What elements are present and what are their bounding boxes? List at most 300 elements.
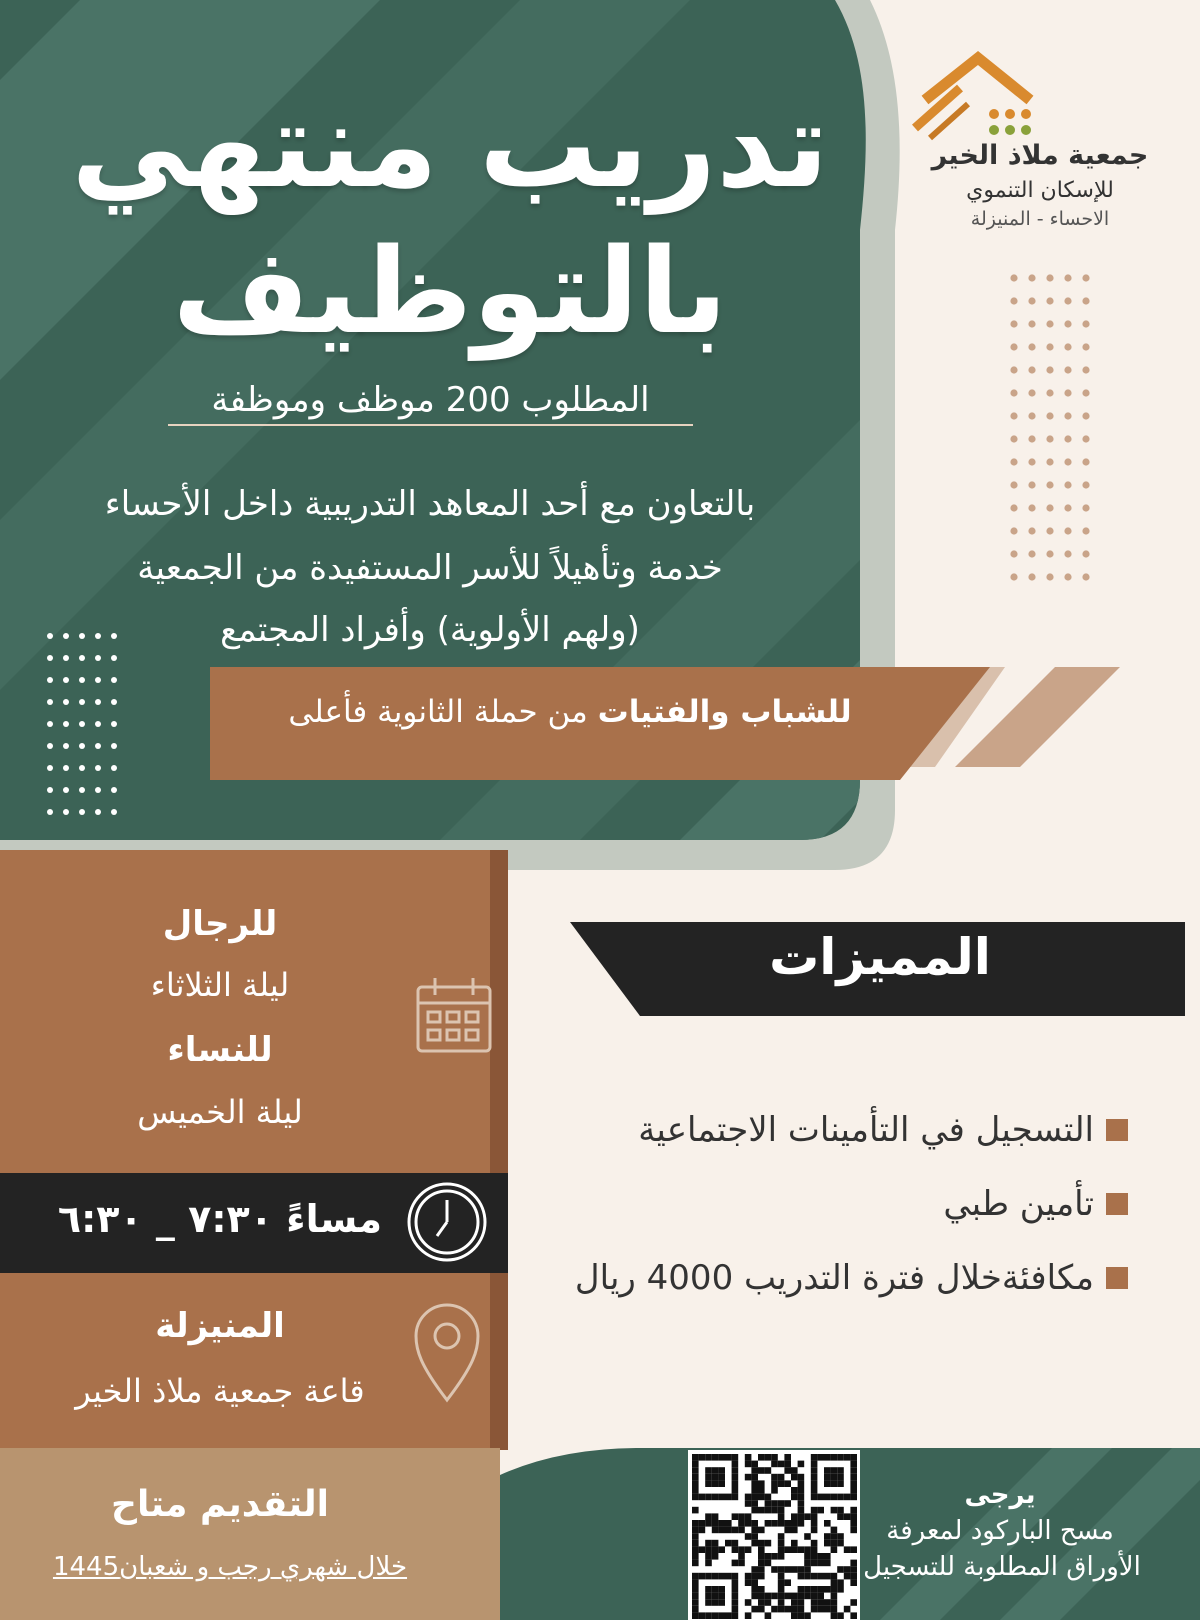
- qr-module: [751, 1540, 758, 1547]
- qr-module: [692, 1612, 699, 1619]
- qr-module: [712, 1553, 719, 1560]
- qr-module: [771, 1593, 778, 1600]
- decor-dot: [1046, 297, 1053, 304]
- qr-module: [778, 1553, 785, 1560]
- qr-module: [699, 1454, 706, 1461]
- decor-dot: [1082, 389, 1089, 396]
- qr-module: [725, 1612, 732, 1619]
- qr-module: [771, 1606, 778, 1613]
- qr-module: [758, 1560, 765, 1567]
- decor-dot: [1064, 343, 1071, 350]
- qr-module: [804, 1593, 811, 1600]
- decor-dot: [1010, 297, 1017, 304]
- qr-module: [738, 1520, 745, 1527]
- qr-module: [705, 1599, 712, 1606]
- intro-line-1: بالتعاون مع أحد المعاهد التدريبية داخل الأحساء: [104, 484, 756, 524]
- decor-dot: [1028, 343, 1035, 350]
- decor-dot: [1082, 435, 1089, 442]
- qr-module: [778, 1474, 785, 1481]
- qr-module: [712, 1573, 719, 1580]
- decor-dot: [1064, 504, 1071, 511]
- decor-dot: [1082, 274, 1089, 281]
- qr-module: [732, 1494, 739, 1501]
- qr-module: [692, 1494, 699, 1501]
- qr-module: [692, 1560, 699, 1567]
- decor-dot: [1028, 389, 1035, 396]
- qr-module: [831, 1474, 838, 1481]
- qr-module: [798, 1612, 805, 1619]
- decor-dot: [47, 699, 53, 705]
- qr-module: [771, 1566, 778, 1573]
- qr-module: [771, 1500, 778, 1507]
- qr-module: [692, 1467, 699, 1474]
- qr-module: [765, 1560, 772, 1567]
- qr-module: [771, 1454, 778, 1461]
- qr-module: [692, 1520, 699, 1527]
- decor-dot: [79, 721, 85, 727]
- qr-module: [844, 1606, 851, 1613]
- qr-module: [798, 1513, 805, 1520]
- qr-module: [824, 1474, 831, 1481]
- qr-module: [811, 1560, 818, 1567]
- qr-module: [699, 1494, 706, 1501]
- decor-dot: [47, 765, 53, 771]
- qr-module: [771, 1461, 778, 1468]
- qr-module: [765, 1494, 772, 1501]
- qr-module: [725, 1527, 732, 1534]
- decor-dot: [1046, 527, 1053, 534]
- qr-module: [732, 1606, 739, 1613]
- qr-module: [699, 1573, 706, 1580]
- decor-dot: [95, 721, 101, 727]
- qr-module: [778, 1606, 785, 1613]
- qr-module: [765, 1599, 772, 1606]
- qr-module: [705, 1546, 712, 1553]
- qr-module: [850, 1467, 857, 1474]
- qr-module: [705, 1513, 712, 1520]
- qr-module: [804, 1566, 811, 1573]
- qr-module: [811, 1553, 818, 1560]
- qr-module: [765, 1500, 772, 1507]
- qr-module: [745, 1579, 752, 1586]
- qr-module: [699, 1612, 706, 1619]
- qr-module: [751, 1487, 758, 1494]
- qr-module: [791, 1540, 798, 1547]
- qr-module: [804, 1546, 811, 1553]
- qr-module: [837, 1454, 844, 1461]
- qr-module: [831, 1533, 838, 1540]
- qr-module: [791, 1593, 798, 1600]
- qr-module: [751, 1461, 758, 1468]
- qr-module: [738, 1513, 745, 1520]
- decor-dot: [1046, 573, 1053, 580]
- qr-module: [811, 1494, 818, 1501]
- qr-module: [751, 1467, 758, 1474]
- decor-dot: [1046, 274, 1053, 281]
- qr-module: [811, 1487, 818, 1494]
- qr-module: [745, 1454, 752, 1461]
- decor-dot: [47, 677, 53, 683]
- qr-module: [784, 1500, 791, 1507]
- decor-dot: [63, 677, 69, 683]
- target-bold: للشباب والفتيات: [597, 694, 852, 730]
- qr-module: [824, 1553, 831, 1560]
- decor-dot: [1082, 504, 1089, 511]
- decor-dot: [1046, 504, 1053, 511]
- qr-module: [692, 1480, 699, 1487]
- qr-module: [824, 1520, 831, 1527]
- qr-module: [705, 1474, 712, 1481]
- qr-module: [784, 1461, 791, 1468]
- qr-module: [745, 1599, 752, 1606]
- qr-module: [791, 1520, 798, 1527]
- dot-grid-right: [1010, 274, 1089, 580]
- decor-dot: [1010, 527, 1017, 534]
- qr-module: [758, 1586, 765, 1593]
- qr-module: [712, 1454, 719, 1461]
- qr-module: [738, 1553, 745, 1560]
- bullet-square-icon: [1106, 1119, 1128, 1141]
- decor-dot: [1028, 412, 1035, 419]
- qr-module: [712, 1593, 719, 1600]
- decor-dot: [1028, 573, 1035, 580]
- decor-dot: [63, 699, 69, 705]
- decor-dot: [1082, 412, 1089, 419]
- decor-dot: [63, 655, 69, 661]
- qr-module: [732, 1487, 739, 1494]
- qr-module: [784, 1593, 791, 1600]
- qr-module: [692, 1553, 699, 1560]
- qr-module: [784, 1546, 791, 1553]
- qr-module: [804, 1513, 811, 1520]
- qr-module: [738, 1560, 745, 1567]
- decor-dot: [111, 655, 117, 661]
- decor-dot: [111, 699, 117, 705]
- qr-module: [699, 1546, 706, 1553]
- qr-module: [738, 1546, 745, 1553]
- qr-module: [758, 1454, 765, 1461]
- decor-dot: [1010, 458, 1017, 465]
- qr-module: [831, 1593, 838, 1600]
- qr-module: [837, 1467, 844, 1474]
- bullet-square-icon: [1106, 1193, 1128, 1215]
- qr-module: [718, 1586, 725, 1593]
- qr-module: [712, 1494, 719, 1501]
- decor-dot: [1082, 458, 1089, 465]
- decor-dot: [47, 787, 53, 793]
- footer-apply-band: [0, 1448, 500, 1620]
- qr-module: [732, 1599, 739, 1606]
- qr-module: [791, 1527, 798, 1534]
- qr-module: [699, 1520, 706, 1527]
- qr-module: [798, 1500, 805, 1507]
- decor-dot: [1064, 550, 1071, 557]
- qr-module: [745, 1612, 752, 1619]
- qr-module: [692, 1507, 699, 1514]
- decor-dot: [63, 721, 69, 727]
- feature-item: التسجيل في التأمينات الاجتماعية: [638, 1110, 1128, 1150]
- decor-dot: [1082, 297, 1089, 304]
- decor-dot: [1010, 366, 1017, 373]
- qr-module: [732, 1593, 739, 1600]
- qr-module: [751, 1480, 758, 1487]
- decor-dot: [1046, 320, 1053, 327]
- qr-module: [758, 1507, 765, 1514]
- qr-module: [692, 1527, 699, 1534]
- qr-module: [798, 1461, 805, 1468]
- qr-module: [798, 1480, 805, 1487]
- qr-module: [778, 1579, 785, 1586]
- place-name: المنيزلة: [155, 1306, 285, 1346]
- qr-module: [745, 1573, 752, 1580]
- qr-module: [811, 1573, 818, 1580]
- qr-module: [811, 1474, 818, 1481]
- title-line-2: بالتوظيف: [172, 222, 728, 360]
- qr-module: [804, 1533, 811, 1540]
- qr-module: [784, 1527, 791, 1534]
- decor-dot: [1028, 435, 1035, 442]
- qr-module: [692, 1573, 699, 1580]
- qr-module: [765, 1454, 772, 1461]
- decor-dot: [95, 699, 101, 705]
- decor-dot: [95, 655, 101, 661]
- qr-module: [791, 1606, 798, 1613]
- qr-module: [778, 1520, 785, 1527]
- qr-module: [771, 1507, 778, 1514]
- qr-module: [784, 1467, 791, 1474]
- decor-dot: [1028, 274, 1035, 281]
- qr-module: [791, 1487, 798, 1494]
- qr-module: [824, 1467, 831, 1474]
- qr-module: [778, 1546, 785, 1553]
- qr-module: [771, 1487, 778, 1494]
- qr-module: [758, 1487, 765, 1494]
- decor-dot: [95, 809, 101, 815]
- apply-period: خلال شهري رجب و شعبان1445: [52, 1552, 408, 1582]
- qr-module: [705, 1612, 712, 1619]
- qr-module: [811, 1467, 818, 1474]
- qr-module: [798, 1507, 805, 1514]
- qr-module: [765, 1553, 772, 1560]
- qr-module: [732, 1527, 739, 1534]
- apply-title: التقديم متاح: [111, 1484, 329, 1525]
- qr-module: [804, 1553, 811, 1560]
- qr-module: [791, 1599, 798, 1606]
- decor-dot: [63, 809, 69, 815]
- qr-module: [837, 1612, 844, 1619]
- qr-module: [798, 1494, 805, 1501]
- qr-module: [732, 1560, 739, 1567]
- decor-dot: [1028, 481, 1035, 488]
- qr-module: [705, 1540, 712, 1547]
- qr-module: [804, 1612, 811, 1619]
- decor-dot: [1064, 274, 1071, 281]
- qr-module: [811, 1507, 818, 1514]
- decor-dot: [1046, 412, 1053, 419]
- decor-dot: [1010, 343, 1017, 350]
- qr-module: [751, 1527, 758, 1534]
- qr-module: [824, 1586, 831, 1593]
- men-day: ليلة الثلاثاء: [150, 966, 290, 1004]
- decor-dot: [63, 743, 69, 749]
- qr-module: [692, 1579, 699, 1586]
- women-label: للنساء: [167, 1030, 273, 1070]
- decor-dot: [47, 809, 53, 815]
- qr-module: [817, 1454, 824, 1461]
- qr-module: [705, 1560, 712, 1567]
- qr-module: [784, 1520, 791, 1527]
- qr-module: [732, 1461, 739, 1468]
- decor-dot: [1046, 366, 1053, 373]
- decor-dot: [1082, 343, 1089, 350]
- qr-module: [705, 1593, 712, 1600]
- logo-location: الاحساء - المنيزلة: [970, 208, 1110, 230]
- features-title: المميزات: [769, 928, 991, 986]
- qr-module: [798, 1546, 805, 1553]
- qr-module: [725, 1573, 732, 1580]
- qr-module: [705, 1553, 712, 1560]
- qr-module: [745, 1520, 752, 1527]
- qr-module: [791, 1467, 798, 1474]
- decor-dot: [1064, 320, 1071, 327]
- qr-module: [824, 1454, 831, 1461]
- qr-module: [758, 1527, 765, 1534]
- qr-module: [692, 1461, 699, 1468]
- qr-module: [784, 1566, 791, 1573]
- qr-module: [692, 1546, 699, 1553]
- scan-line-2: الأوراق المطلوبة للتسجيل: [863, 1552, 1141, 1582]
- qr-module: [850, 1461, 857, 1468]
- decor-dot: [1064, 435, 1071, 442]
- qr-module: [791, 1513, 798, 1520]
- decor-dot: [1028, 297, 1035, 304]
- qr-module: [758, 1553, 765, 1560]
- qr-module: [765, 1540, 772, 1547]
- qr-module: [718, 1546, 725, 1553]
- qr-module: [692, 1487, 699, 1494]
- qr-module: [824, 1573, 831, 1580]
- qr-module: [751, 1533, 758, 1540]
- qr-module: [798, 1599, 805, 1606]
- qr-module: [745, 1461, 752, 1468]
- qr-module: [751, 1474, 758, 1481]
- decor-dot: [1010, 274, 1017, 281]
- qr-module: [745, 1513, 752, 1520]
- qr-module: [725, 1540, 732, 1547]
- qr-module: [765, 1467, 772, 1474]
- feature-item: مكافئةخلال فترة التدريب 4000 ريال: [575, 1258, 1128, 1298]
- qr-module: [745, 1533, 752, 1540]
- decor-dot: [95, 787, 101, 793]
- qr-module: [732, 1546, 739, 1553]
- qr-module: [758, 1566, 765, 1573]
- decor-dot: [1028, 458, 1035, 465]
- qr-module: [765, 1612, 772, 1619]
- decor-dot: [1046, 481, 1053, 488]
- qr-code-icon: [688, 1450, 860, 1620]
- decor-dot: [1010, 412, 1017, 419]
- qr-module: [758, 1546, 765, 1553]
- qr-module: [811, 1520, 818, 1527]
- qr-module: [705, 1586, 712, 1593]
- qr-module: [758, 1480, 765, 1487]
- logo-subtitle: للإسكان التنموي: [966, 178, 1114, 203]
- qr-module: [725, 1494, 732, 1501]
- qr-module: [824, 1533, 831, 1540]
- qr-module: [718, 1467, 725, 1474]
- qr-module: [718, 1599, 725, 1606]
- target-rest: من حملة الثانوية فأعلى: [288, 694, 598, 730]
- qr-module: [791, 1474, 798, 1481]
- qr-module: [712, 1527, 719, 1534]
- qr-module: [824, 1480, 831, 1487]
- qr-module: [745, 1494, 752, 1501]
- qr-module: [831, 1599, 838, 1606]
- qr-module: [811, 1599, 818, 1606]
- qr-module: [751, 1606, 758, 1613]
- decor-dot: [111, 809, 117, 815]
- time-range: مساءً ٧:٣٠ _ ٦:٣٠: [57, 1197, 383, 1241]
- decor-dot: [1064, 366, 1071, 373]
- qr-module: [778, 1480, 785, 1487]
- qr-module: [824, 1606, 831, 1613]
- qr-module: [831, 1507, 838, 1514]
- qr-module: [804, 1586, 811, 1593]
- decor-dot: [47, 743, 53, 749]
- qr-module: [705, 1573, 712, 1580]
- decor-dot: [1064, 297, 1071, 304]
- qr-module: [817, 1553, 824, 1560]
- qr-module: [824, 1560, 831, 1567]
- qr-module: [712, 1480, 719, 1487]
- qr-module: [817, 1560, 824, 1567]
- qr-module: [712, 1612, 719, 1619]
- qr-module: [817, 1507, 824, 1514]
- qr-module: [692, 1606, 699, 1613]
- qr-module: [705, 1480, 712, 1487]
- decor-dot: [1064, 481, 1071, 488]
- qr-module: [751, 1494, 758, 1501]
- qr-module: [817, 1494, 824, 1501]
- qr-module: [804, 1573, 811, 1580]
- decor-dot: [63, 787, 69, 793]
- decor-dot: [1010, 389, 1017, 396]
- qr-module: [758, 1606, 765, 1613]
- logo-name: جمعية ملاذ الخير: [931, 140, 1149, 171]
- qr-module: [778, 1461, 785, 1468]
- decor-dot: [1064, 573, 1071, 580]
- qr-module: [798, 1573, 805, 1580]
- qr-module: [791, 1494, 798, 1501]
- qr-module: [811, 1454, 818, 1461]
- decor-dot: [79, 677, 85, 683]
- decor-dot: [95, 743, 101, 749]
- qr-module: [732, 1467, 739, 1474]
- qr-module: [804, 1560, 811, 1567]
- decor-dot: [79, 809, 85, 815]
- decor-dot: [1046, 458, 1053, 465]
- qr-module: [712, 1599, 719, 1606]
- decor-dot: [47, 721, 53, 727]
- qr-module: [784, 1480, 791, 1487]
- qr-module: [732, 1579, 739, 1586]
- decor-dot: [1010, 550, 1017, 557]
- decor-dot: [1046, 435, 1053, 442]
- qr-module: [692, 1540, 699, 1547]
- scan-title: يرجى: [964, 1480, 1036, 1510]
- qr-module: [791, 1612, 798, 1619]
- qr-module: [791, 1546, 798, 1553]
